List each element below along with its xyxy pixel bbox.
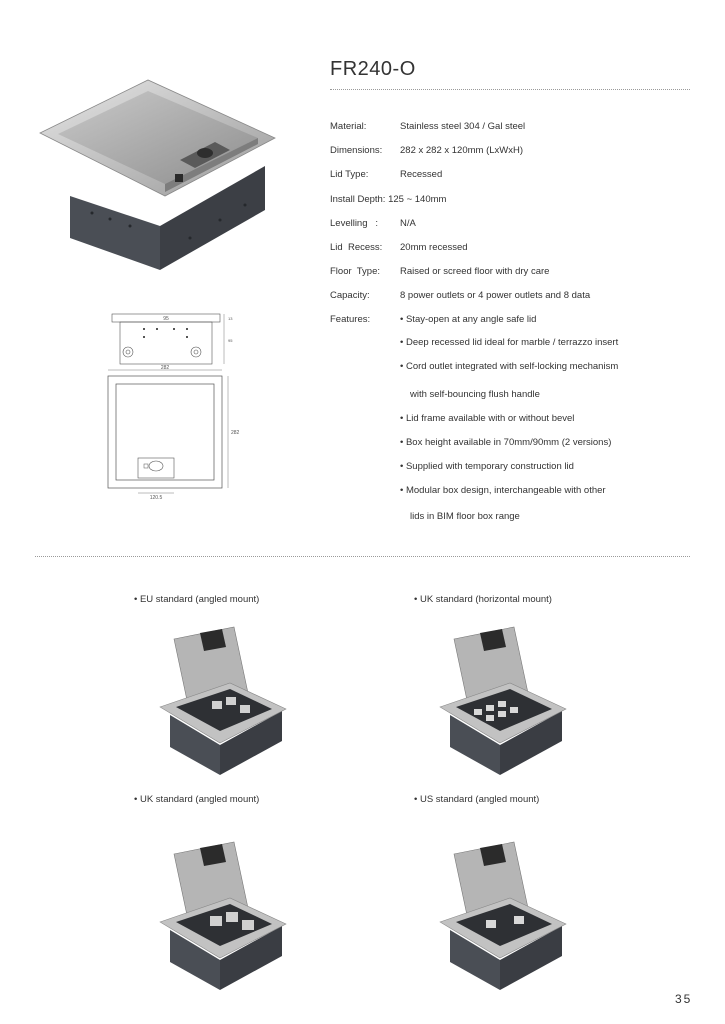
spec-value-material: Stainless steel 304 / Gal steel [400, 121, 526, 132]
variant-caption-us-angled: • US standard (angled mount) [414, 794, 540, 805]
feature-item: • Cord outlet integrated with self-locking mechanism [400, 361, 619, 372]
spec-label-levelling: Levelling : [330, 218, 379, 229]
dim-plan-width: 282 [160, 365, 170, 371]
spec-label-capacity: Capacity: [330, 290, 370, 301]
feature-item: • Modular box design, interchangeable with other [400, 485, 606, 496]
variant-image-uk-angled [150, 840, 290, 990]
spec-label-floor-type: Floor Type: [330, 266, 380, 277]
spec-label-lid-type: Lid Type: [330, 169, 369, 180]
spec-label-lid-recess: Lid Recess: [330, 242, 383, 253]
page-number: 35 [675, 992, 693, 1006]
feature-item: • Stay-open at any angle safe lid [400, 314, 537, 325]
variant-image-us-angled [430, 840, 570, 990]
feature-item: • Supplied with temporary construction lid [400, 461, 574, 472]
spec-value-capacity: 8 power outlets or 4 power outlets and 8 data [400, 290, 591, 301]
page-title: FR240-O [330, 58, 416, 80]
variant-caption-uk-horizontal: • UK standard (horizontal mount) [414, 594, 552, 605]
dim-plan-height: 282 [231, 430, 240, 436]
features-label: Features: [330, 314, 371, 325]
dim-plan-bottom: 120.5 [149, 495, 163, 501]
variant-image-uk-horizontal [430, 625, 570, 775]
spec-value-floor-type: Raised or screed floor with dry care [400, 266, 550, 277]
spec-label-install-depth: Install Depth: 125 ~ 140mm [330, 194, 447, 205]
dim-side-a: 13 [228, 316, 233, 321]
spec-value-lid-type: Recessed [400, 169, 443, 180]
feature-item-continued: lids in BIM floor box range [410, 511, 520, 522]
product-image-closed-box [30, 78, 280, 278]
feature-item: • Lid frame available with or without bevel [400, 413, 575, 424]
feature-item-continued: with self-bouncing flush handle [410, 389, 540, 400]
variant-image-eu-angled [150, 625, 290, 775]
title-divider [330, 89, 690, 90]
variant-caption-uk-angled: • UK standard (angled mount) [134, 794, 260, 805]
section-divider [35, 556, 690, 557]
drawing-plan-view [100, 366, 240, 501]
spec-value-lid-recess: 20mm recessed [400, 242, 468, 253]
spec-value-levelling: N/A [400, 218, 416, 229]
spec-label-material: Material: [330, 121, 367, 132]
dim-side-top: 95 [163, 316, 169, 322]
spec-label-dimensions: Dimensions: [330, 145, 383, 156]
feature-item: • Deep recessed lid ideal for marble / terrazzo insert [400, 337, 619, 348]
variant-caption-eu-angled: • EU standard (angled mount) [134, 594, 260, 605]
dim-side-b: 95 [228, 338, 233, 343]
drawing-side-view [108, 312, 233, 367]
spec-value-dimensions: 282 x 282 x 120mm (LxWxH) [400, 145, 524, 156]
feature-item: • Box height available in 70mm/90mm (2 versions) [400, 437, 612, 448]
